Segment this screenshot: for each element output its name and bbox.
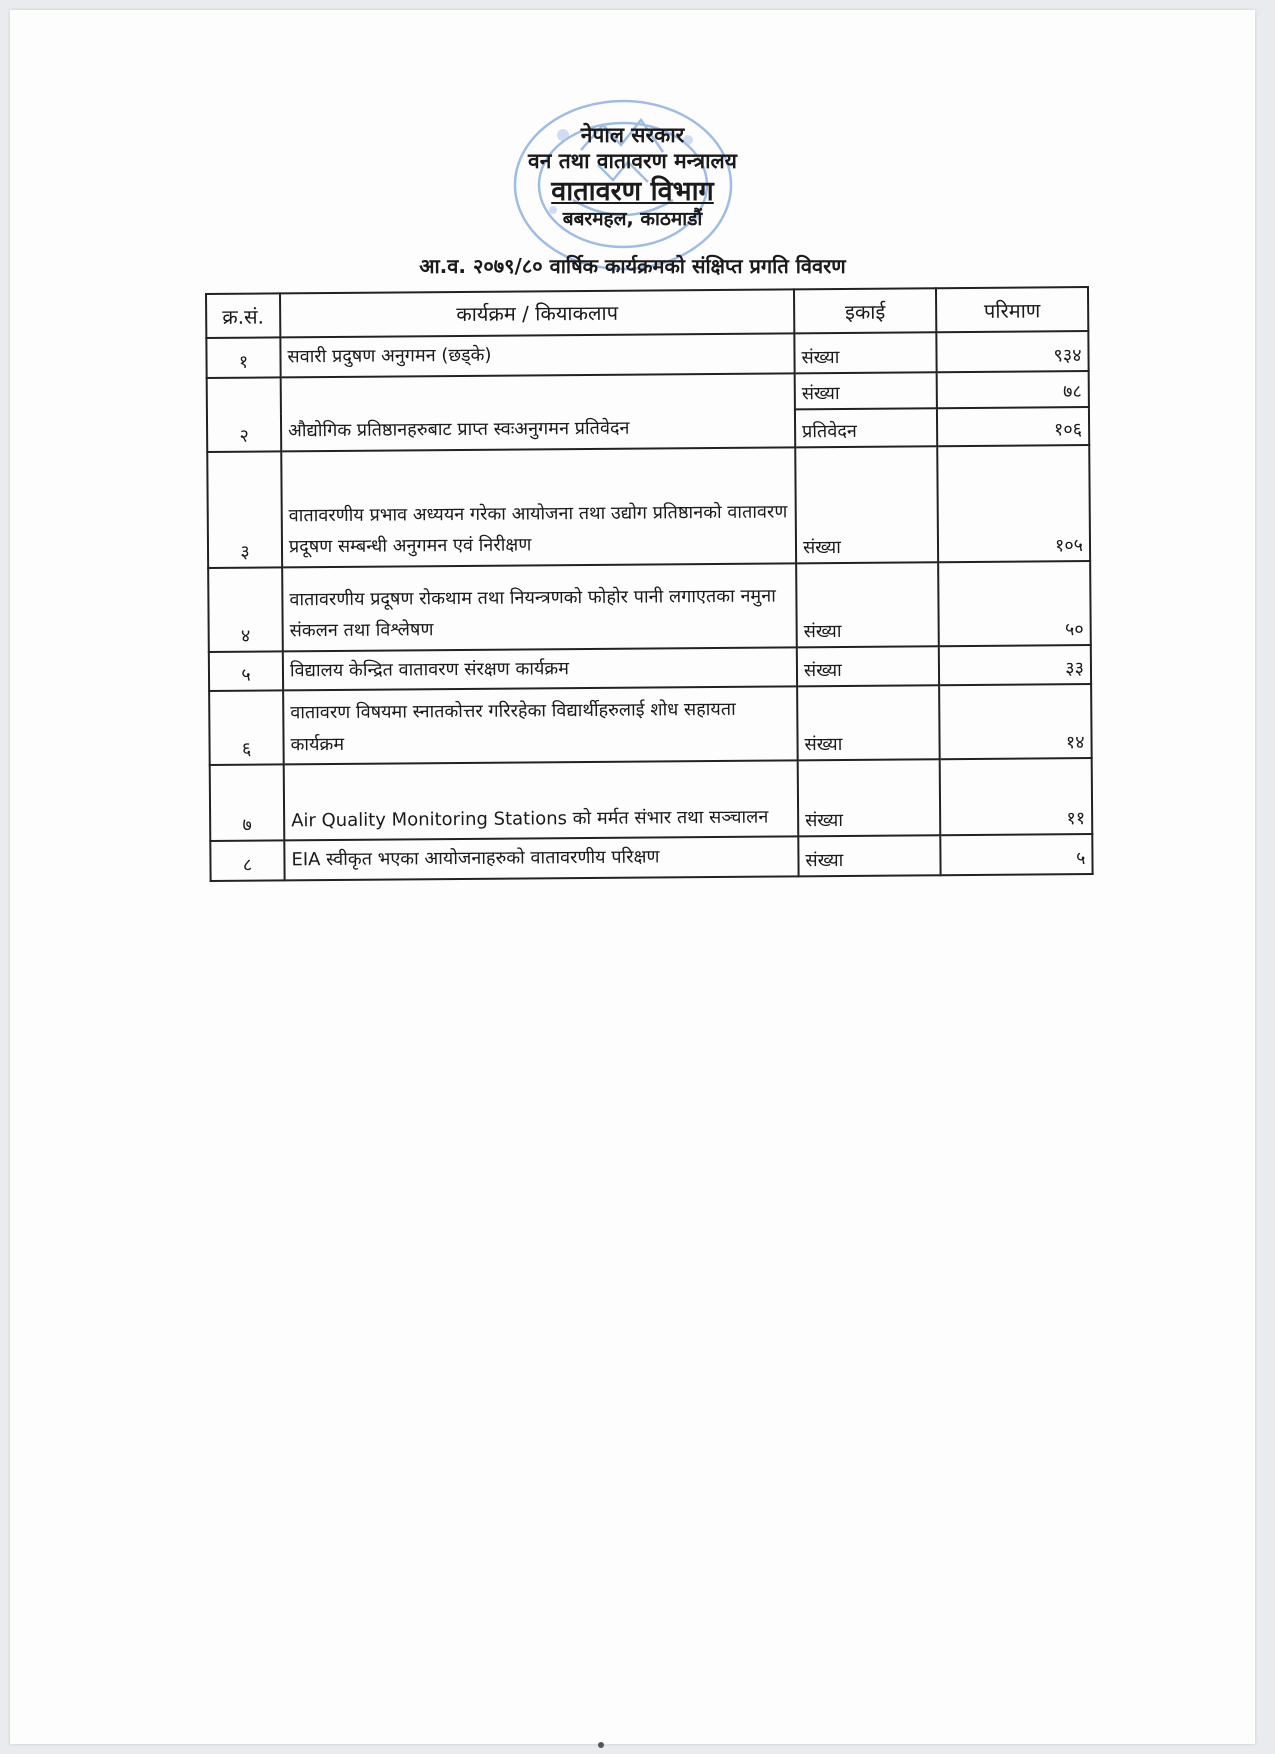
document-title: आ.व. २०७९/८० वार्षिक कार्यक्रमको संक्षिप्त प्रगति विवरण xyxy=(419,254,846,278)
row-activity: वातावरणीय प्रदूषण रोकथाम तथा नियन्त्रणको फोहोर पानी लगाएतका नमुना संकलन तथा विश्लेषण xyxy=(282,563,797,651)
row-quantity: ५० xyxy=(938,561,1091,646)
ministry-name: वन तथा वातावरण मन्त्रालय xyxy=(528,149,737,174)
row-unit: संख्या xyxy=(797,646,939,687)
table-header-row xyxy=(206,287,1088,338)
row-activity: औद्योगिक प्रतिष्ठानहरुबाट प्राप्त स्वःअनुगमन प्रतिवेदन xyxy=(281,373,796,451)
header-unit: इकाई xyxy=(794,288,936,333)
row-quantity: ९३४ xyxy=(936,331,1088,372)
row-unit: प्रतिवेदन xyxy=(795,408,937,447)
row-quantity: ५ xyxy=(940,834,1092,875)
row-quantity: १०५ xyxy=(937,445,1090,562)
row-serial: ३ xyxy=(207,451,282,568)
row-activity: EIA स्वीकृत भएका आयोजनाहरुको वातावरणीय परिक्षण xyxy=(284,836,798,880)
row-serial: ७ xyxy=(210,764,285,841)
row-quantity: १०६ xyxy=(937,407,1089,446)
government-name: नेपाल सरकार xyxy=(580,123,685,147)
row-quantity: १४ xyxy=(939,684,1092,759)
row-unit: संख्या xyxy=(798,835,940,876)
row-serial: ४ xyxy=(208,567,283,652)
row-unit: संख्या xyxy=(794,332,936,373)
row-unit: संख्या xyxy=(795,372,937,409)
row-activity: सवारी प्रदुषण अनुगमन (छड्के) xyxy=(280,333,794,377)
row-serial: २ xyxy=(207,377,282,452)
header-activity: कार्यक्रम / कियाकलाप xyxy=(280,289,794,337)
row-serial: १ xyxy=(206,337,280,377)
row-serial: ६ xyxy=(209,690,284,765)
row-activity: विद्यालय केन्द्रित वातावरण संरक्षण कार्यक्रम xyxy=(283,647,797,691)
header-serial: क्र.सं. xyxy=(206,293,280,338)
row-activity: वातावरणीय प्रभाव अध्ययन गरेका आयोजना तथा उद्योग प्रतिष्ठानको वातावरण प्रदूषण सम्बन्धी अनुगमन एवं निरीक्षण xyxy=(281,447,796,567)
header-quantity: परिमाण xyxy=(936,287,1088,332)
row-unit: संख्या xyxy=(796,562,939,647)
table-row xyxy=(209,684,1092,765)
row-quantity: ३३ xyxy=(939,645,1091,686)
row-unit: संख्या xyxy=(798,759,941,836)
table-row xyxy=(208,561,1091,652)
row-quantity: ७८ xyxy=(937,371,1089,408)
table-row xyxy=(209,645,1091,691)
row-quantity: ११ xyxy=(940,758,1093,835)
table-row xyxy=(207,445,1090,568)
department-name: वातावरण विभाग xyxy=(551,175,714,207)
table-row xyxy=(210,834,1092,880)
row-serial: ८ xyxy=(210,840,284,880)
letterhead xyxy=(10,122,1255,232)
row-activity: Air Quality Monitoring Stations को मर्मत संभार तथा सञ्चालन xyxy=(284,760,799,840)
table-row xyxy=(210,758,1093,841)
table-row xyxy=(206,331,1088,377)
progress-table xyxy=(205,286,1094,881)
scan-speck xyxy=(598,1742,604,1748)
row-unit: संख्या xyxy=(797,685,940,760)
row-unit: संख्या xyxy=(795,446,938,563)
office-address: बबरमहल, काठमाडौं xyxy=(562,208,703,231)
row-serial: ५ xyxy=(209,651,283,691)
row-activity: वातावरण विषयमा स्नातकोत्तर गरिरहेका विद्यार्थीहरुलाई शोध सहायता कार्यक्रम xyxy=(283,686,798,764)
document-page xyxy=(10,10,1255,1744)
